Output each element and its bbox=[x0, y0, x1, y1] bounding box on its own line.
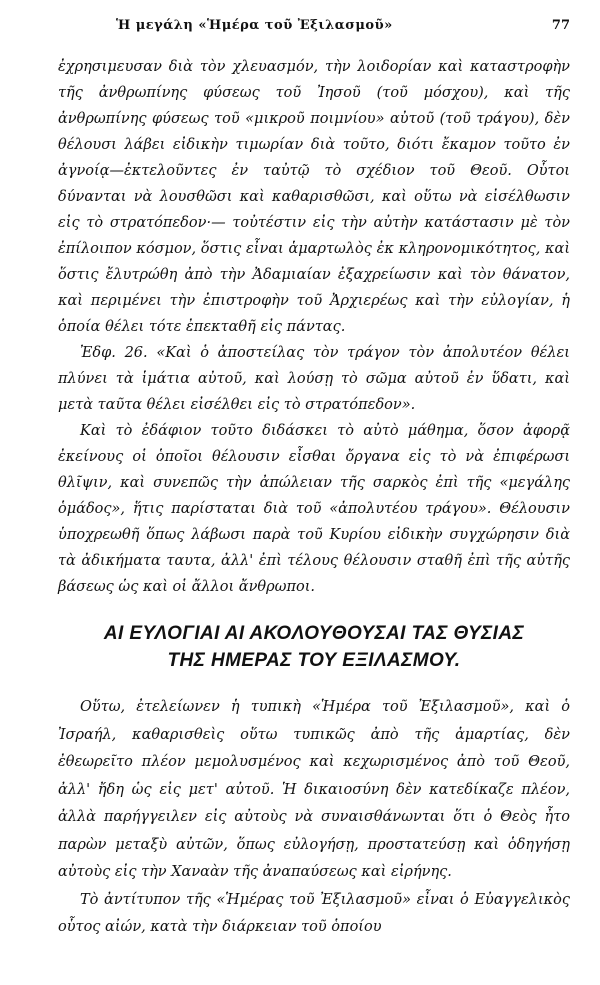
page-number: 77 bbox=[551, 18, 570, 33]
section-paragraph-1: Οὕτω, ἐτελείωνεν ἡ τυπικὴ «Ἡμέρα τοῦ Ἐξιλασμοῦ», καὶ ὁ Ἰσραήλ, καθαρισθεὶς οὕτω τυπικῶς ἀπὸ τῆς ἁμαρτίας, δὲν ἐθεωρεῖτο πλέον μεμολυσμένος καὶ κεχωρισμένος ἀπὸ τοῦ Θεοῦ, ἀλλ' ἤδη ὡς εἰς μετ' αὐτοῦ. Ἡ δικαιοσύνη δὲν κατεδίκαζε πλέον, ἀλλὰ παρήγγειλεν εἰς αὐτοὺς νὰ συναισθάνωνται ὅτι ὁ Θεὸς ἦτο παρὼν μεταξὺ αὐτῶν, ὅπως εὐλογήσῃ, προστατεύσῃ καὶ ὁδηγήσῃ αὐτοὺς εἰς τὴν Χαναὰν τῆς ἀναπαύσεως καὶ εἰρήνης. bbox=[58, 699, 570, 880]
text-body bbox=[58, 54, 570, 600]
section-heading-line-2: ΤΗΣ ΗΜΕΡΑΣ ΤΟΥ ΕΞΙΛΑΣΜΟΥ. bbox=[167, 650, 461, 671]
running-title: Ἡ μεγάλη «Ἡμέρα τοῦ Ἐξιλασμοῦ» bbox=[116, 18, 393, 33]
body-paragraph-2: Ἐδφ. 26. «Καὶ ὁ ἀποστείλας τὸν τράγον τὸν ἀπολυτέον θέλει πλύνει τὰ ἱμάτια αὐτοῦ, καὶ λούσῃ τὸ σῶμα αὐτοῦ ἐν ὕδατι, καὶ μετὰ ταῦτα θέλει εἰσέλθει εἰς τὸ στρατόπεδον». bbox=[58, 345, 570, 413]
body-paragraph-3: Καὶ τὸ ἐδάφιον τοῦτο διδάσκει τὸ αὐτὸ μάθημα, ὅσον ἀφορᾷ ἐκείνους οἱ ὁποῖοι θέλουσιν εἶσθαι ὄργανα εἰς τὸ νὰ ἐπιφέρωσι θλῖψιν, καὶ συνεπῶς τὴν ἀπώλειαν τῆς σαρκὸς ἐπὶ τῆς «μεγάλης ὁμάδος», ἥτις παρίσταται διὰ τοῦ «ἀπολυτέου τράγου». Θέλουσιν ὑποχρεωθῆ ὅπως λάβωσι παρὰ τοῦ Κυρίου εἰδικὴν συγχώρησιν διὰ τὰ ἀδικήματα ταυτα, ἀλλ' ἐπὶ τέλους θέλουσιν σταθῆ ἐπὶ τῆς αὐτῆς βάσεως ὡς καὶ οἱ ἄλλοι ἄνθρωποι. bbox=[58, 423, 570, 595]
section-heading bbox=[58, 620, 570, 674]
section-heading-line-1: ΑΙ ΕΥΛΟΓΙΑΙ ΑΙ ΑΚΟΛΟΥΘΟΥΣΑΙ ΤΑΣ ΘΥΣΙΑΣ bbox=[103, 623, 525, 644]
section-paragraph-2: Τὸ ἀντίτυπον τῆς «Ἡμέρας τοῦ Ἐξιλασμοῦ» εἶναι ὁ Εὐαγγελικὸς οὗτος αἰών, κατὰ τὴν διάρκειαν τοῦ ὁποίου bbox=[58, 891, 570, 935]
running-header bbox=[58, 14, 570, 54]
body-paragraph-1: ἐχρησιμευσαν διὰ τὸν χλευασμόν, τὴν λοιδορίαν καὶ καταστροφὴν τῆς ἀνθρωπίνης φύσεως τοῦ Ἰησοῦ (τοῦ μόσχου), καὶ τῆς ἀνθρωπίνης φύσεως τοῦ «μικροῦ ποιμνίου» αὐτοῦ (τοῦ τράγου), δὲν θέλουσι λάβει εἰδικὴν τιμωρίαν διὰ τοῦτο, διότι ἔκαμον τοῦτο ἐν ἀγνοίᾳ—ἐκτελοῦντες ἐν ταὐτῷ τὸ σχέδιον τοῦ Θεοῦ. Οὗτοι δύνανται νὰ λουσθῶσι καὶ καθαρισθῶσι, καὶ οὕτω νὰ εἰσέλθωσιν εἰς τὸ στρατόπεδον·— τοὐτέστιν εἰς τὴν αὐτὴν κατάστασιν μὲ τὸν ἐπίλοιπον κόσμον, ὅστις εἶναι ἁμαρτωλὸς ἐκ κληρονομικότητος, καὶ ὅστις ἔλυτρώθη ἀπὸ τὴν Ἀδαμιαίαν ἐξαχρείωσιν καὶ τὸν θάνατον, καὶ περιμένει τὴν ἐπιστροφὴν τοῦ Ἀρχιερέως καὶ τὴν εὐλογίαν, ἡ ὁποία θέλει τότε ἐπεκταθῆ εἰς πάντας. bbox=[58, 59, 570, 335]
section-body bbox=[58, 694, 570, 942]
